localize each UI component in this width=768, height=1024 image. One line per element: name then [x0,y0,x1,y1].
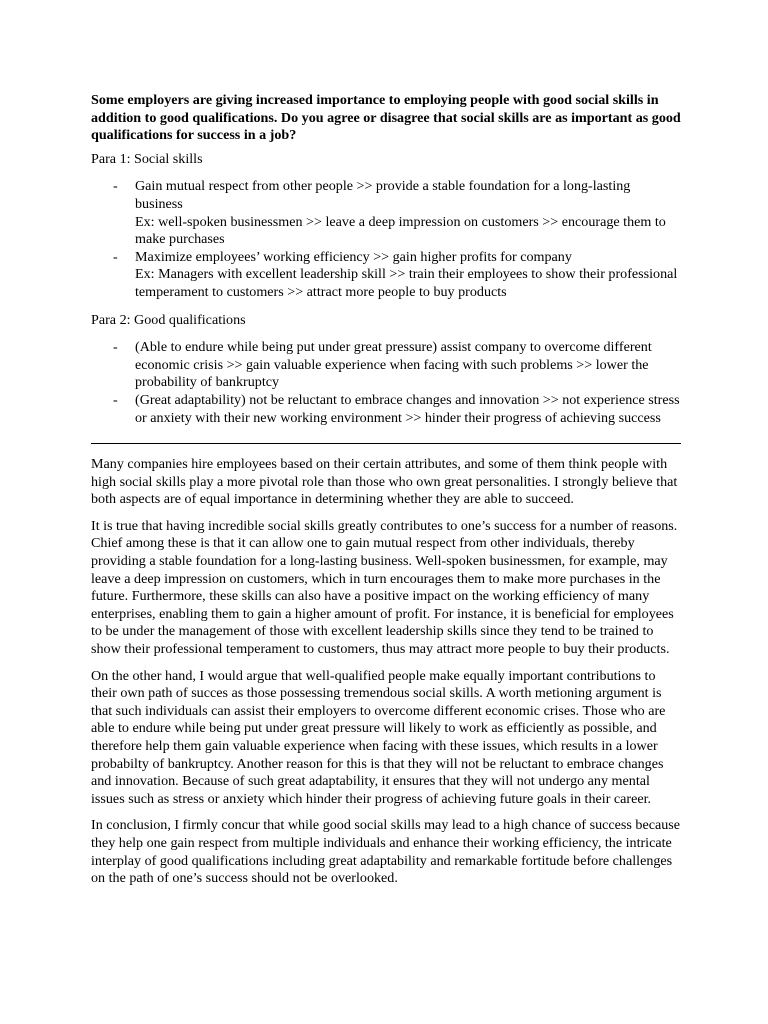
outline-heading: Para 2: Good qualifications [91,311,246,328]
outline-heading: Para 1: Social skills [91,150,203,167]
dash-bullet: - [113,391,118,408]
outline-point: Maximize employees’ working efficiency >> gain higher profits for company [135,248,572,265]
outline-example: Ex: well-spoken businessmen >> leave a deep impression on customers >> encourage them to make purchases [135,213,666,248]
essay [91,456,681,888]
essay-conclusion: In conclusion, I firmly concur that while good social skills may lead to a high chance of success because they help one gain respect from multiple individuals and enhance their working efficiency, the intricate interplay of good qualifications including great adaptability and remarkable fortitude before challenges on the path of one’s success should not be overlooked. [91,817,681,887]
outline-item [91,249,681,302]
outline-list [91,339,681,427]
outline-example: Ex: Managers with excellent leadership skill >> train their employees to show their professional temperament to customers >> attract more people to buy products [135,266,678,300]
section-divider [91,443,681,444]
outline-item [91,392,681,427]
dash-bullet: - [113,339,118,356]
outline-item [91,339,681,392]
outline-section-2 [91,312,681,428]
outline-point: (Great adaptability) not be reluctant to embrace changes and innovation >> not experience stress or anxiety with their new working environment >> hinder their progress of achieving success [135,391,680,426]
document-body [91,92,681,897]
outline-item [91,178,681,248]
essay-prompt: Some employers are giving increased importance to employing people with good social skills in addition to good qualifications. Do you agree or disagree that social skills are as important as good qualifications for success in a job? [91,92,681,144]
essay-introduction: Many companies hire employees based on their certain attributes, and some of them think people with high social skills play a more pivotal role than those who own great personalities. I strongly believe that both aspects are of equal importance in determining whether they are able to succeed. [91,456,678,508]
outline-point: (Able to endure while being put under great pressure) assist company to overcome different economic crisis >> gain valuable experience when facing with such problems >> lower the probability of bankruptcy [135,339,652,391]
outline-list [91,178,681,301]
dash-bullet: - [113,178,118,195]
essay-body-paragraph-2: On the other hand, I would argue that well-qualified people make equally important contributions to their own path of succes as those possessing tremendous social skills. A worth metioning argument is that such individuals can assist their employers to overcome different economic crises. Those who are able to endure while being put under great pressure will likely to work as efficiently as possible, and therefore help them gain valuable experience when facing with these issues, which results in a lower probabilty of bankruptcy. Another reason for this is that they will not be reluctant to embrace changes and innovation. Because of such great adaptability, it ensures that they will not undergo any mental issues such as stress or anxiety which hinder their progress of achieving future goals in their career. [91,667,666,807]
essay-body-paragraph-1: It is true that having incredible social skills greatly contributes to one’s success for a number of reasons. Chief among these is that it can allow one to gain mutual respect from other individuals, thereby providing a stable foundation for a long-lasting business. Well-spoken businessmen, for example, may leave a deep impression on customers, which in turn encourages them to make more purchases in the future. Furthermore, these skills can also have a positive impact on the working efficiency of many enterprises, enabling them to gain a higher amount of profit. For instance, it is beneficial for employees to be under the management of those with excellent leadership skills since they tend to be trained to show their professional temperament to customers, thus may attract more people to buy their products. [91,517,678,658]
dash-bullet: - [113,248,118,265]
outline-section-1 [91,151,681,302]
outline-point: Gain mutual respect from other people >> provide a stable foundation for a long-lasting business [135,178,631,212]
